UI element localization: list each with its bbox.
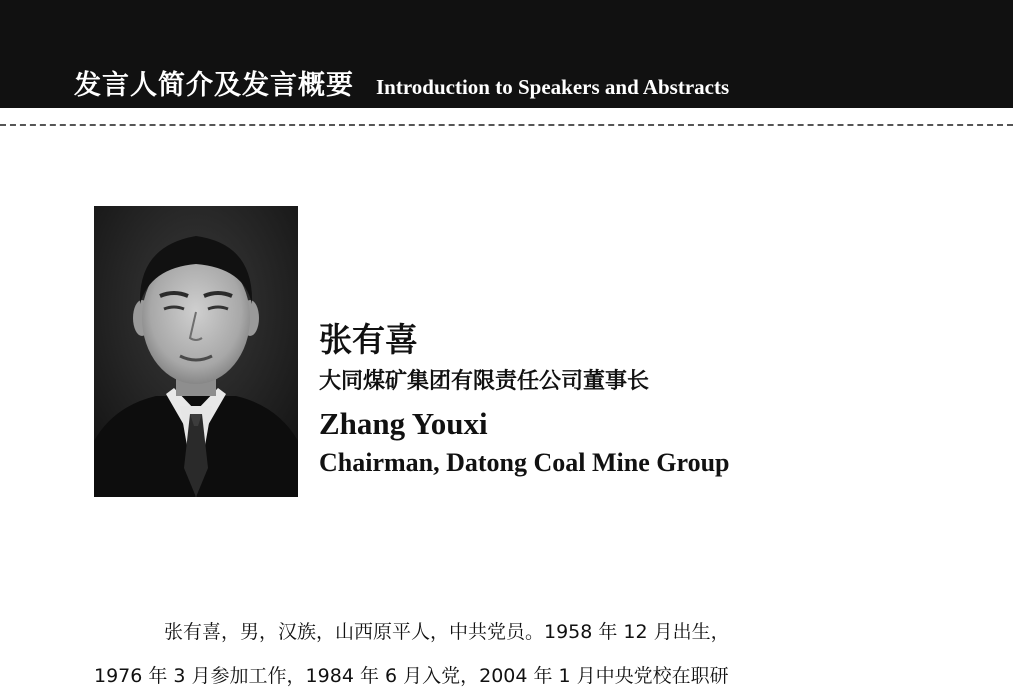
dashed-divider (0, 124, 1013, 126)
header-title-chinese: 发言人简介及发言概要 (74, 70, 354, 101)
speaker-name-chinese: 张有喜 (319, 320, 418, 359)
header-title (74, 63, 729, 103)
speaker-info (319, 317, 959, 481)
speaker-title-english: Chairman, Datong Coal Mine Group (319, 448, 730, 477)
biography-line: 1976 年 3 月参加工作，1984 年 6 月入党，2004 年 1 月中央党校在职研 (94, 665, 729, 687)
speaker-name-english: Zhang Youxi (319, 406, 488, 441)
biography-line: 张有喜，男，汉族，山西原平人，中共党员。1958 年 12 月出生， (164, 621, 730, 643)
speaker-title-chinese: 大同煤矿集团有限责任公司董事长 (319, 369, 650, 394)
speaker-portrait (94, 206, 298, 497)
speaker-biography (94, 610, 974, 698)
speaker-portrait-image (94, 206, 298, 497)
header-title-english: Introduction to Speakers and Abstracts (376, 75, 730, 99)
header-banner (0, 0, 1013, 108)
